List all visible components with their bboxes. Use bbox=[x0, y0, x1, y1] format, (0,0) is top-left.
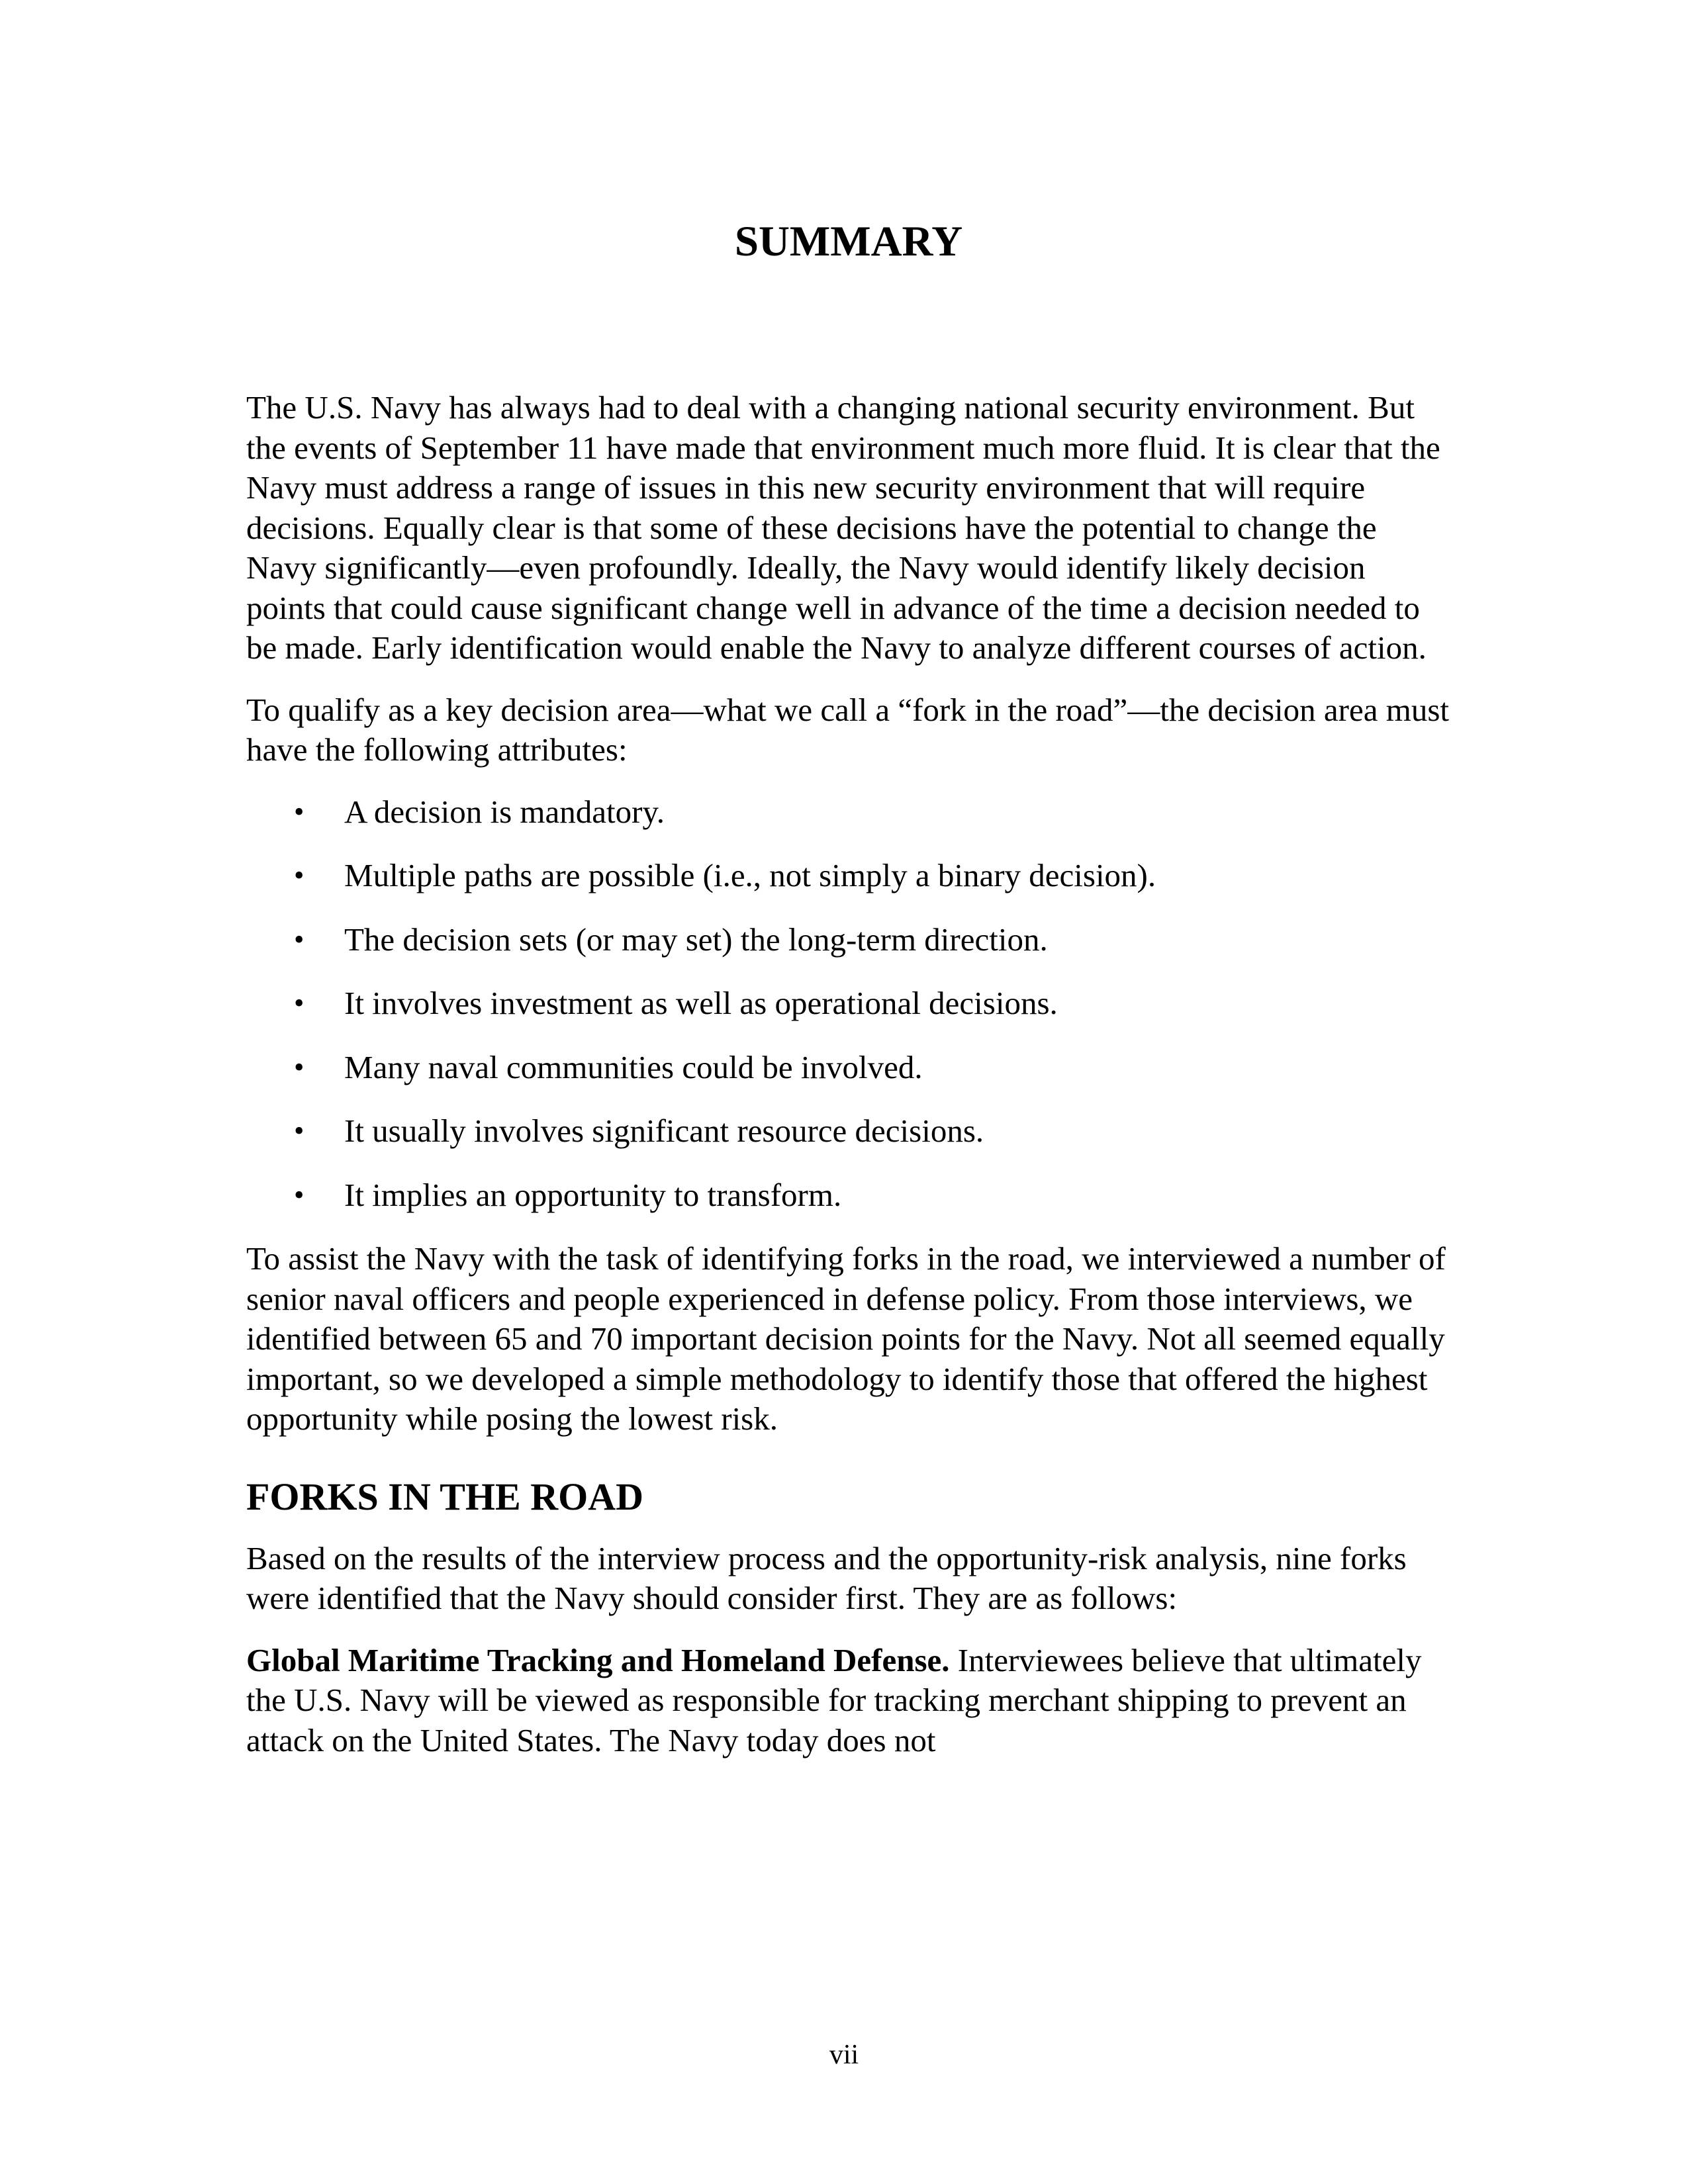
list-item bbox=[246, 1048, 1451, 1088]
list-item bbox=[246, 920, 1451, 960]
list-item-text: It involves investment as well as operational decisions. bbox=[344, 985, 1058, 1021]
summary-body bbox=[246, 388, 1451, 1782]
list-item bbox=[246, 1111, 1451, 1152]
paragraph-run-in-heading: Global Maritime Tracking and Homeland Defense. bbox=[246, 1641, 950, 1678]
methodology-paragraph: To assist the Navy with the task of identifying forks in the road, we interviewed a number of senior naval officers and people experienced in defense policy. From those interviews, we identified between 65 and 70 important decision points for the Navy. Not all seemed equally important, so we developed a simple methodology to identify those that offered the highest opportunity while posing the lowest risk. bbox=[246, 1240, 1446, 1437]
section-heading: FORKS IN THE ROAD bbox=[246, 1475, 643, 1518]
list-item-text: Many naval communities could be involved. bbox=[344, 1048, 923, 1085]
bullet-icon: • bbox=[294, 1050, 305, 1083]
page-number: vii bbox=[829, 2040, 859, 2070]
list-item-text: The decision sets (or may set) the long-term direction. bbox=[344, 921, 1048, 958]
intro-paragraph: The U.S. Navy has always had to deal with a changing national security environment. But the events of September 11 have made that environment much more fluid. It is clear that the Navy must address a range of issues in this new security environment that will require decisions. Equally clear is that some of these decisions have the potential to change the Navy significantly—even profoundly. Ideally, the Navy would identify likely decision points that could cause significant change well in advance of the time a decision needed to be made. Early identification would enable the Navy to analyze different courses of action. bbox=[246, 389, 1440, 666]
bullet-icon: • bbox=[294, 859, 305, 891]
list-item-text: It usually involves significant resource decisions. bbox=[344, 1113, 984, 1149]
list-item bbox=[246, 856, 1451, 896]
global-maritime-paragraph bbox=[246, 1641, 1451, 1761]
attributes-list bbox=[246, 792, 1451, 1216]
list-item-text: A decision is mandatory. bbox=[344, 793, 665, 830]
bullet-icon: • bbox=[294, 923, 305, 956]
page-title: SUMMARY bbox=[734, 218, 963, 265]
criteria-intro-paragraph: To qualify as a key decision area—what we call a “fork in the road”—the decision area must have the following attributes: bbox=[246, 691, 1450, 768]
list-item-text: It implies an opportunity to transform. bbox=[344, 1176, 842, 1213]
forks-intro-paragraph: Based on the results of the interview process and the opportunity-risk analysis, nine forks were identified that the Navy should consider first. They are as follows: bbox=[246, 1539, 1407, 1616]
paragraph-text: Interviewees believe that ultimately the U.S. Navy will be viewed as responsible for tracking merchant shipping to prevent an attack on the United States. The Navy today does not bbox=[246, 1641, 1422, 1758]
list-item bbox=[246, 1175, 1451, 1216]
bullet-icon: • bbox=[294, 795, 305, 828]
list-item bbox=[246, 983, 1451, 1024]
bullet-icon: • bbox=[294, 987, 305, 1019]
bullet-icon: • bbox=[294, 1178, 305, 1211]
list-item bbox=[246, 792, 1451, 833]
bullet-icon: • bbox=[294, 1115, 305, 1147]
list-item-text: Multiple paths are possible (i.e., not simply a binary decision). bbox=[344, 857, 1156, 893]
